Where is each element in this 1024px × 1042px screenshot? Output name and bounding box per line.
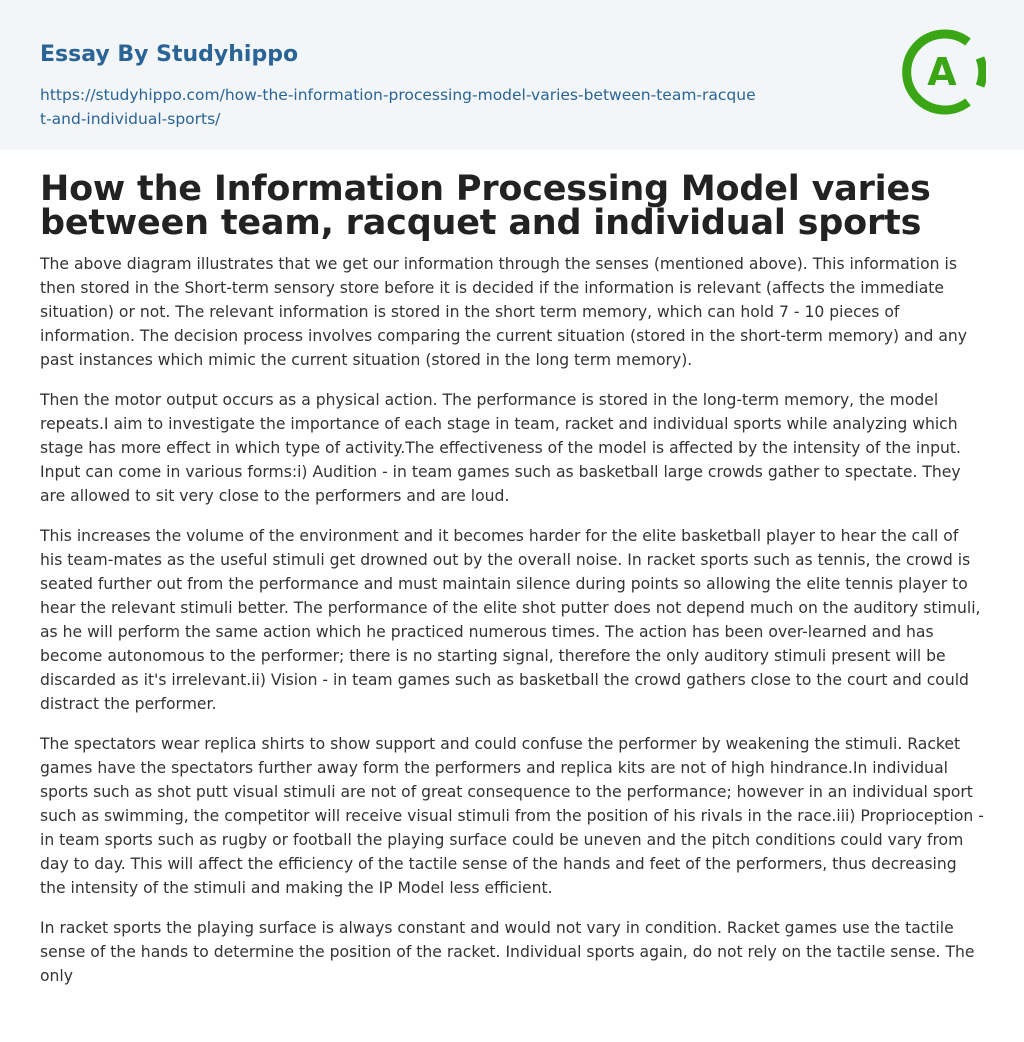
article-paragraph: In racket sports the playing surface is always constant and would not vary in condition. Racket games use the tactile sense of the hands to determine the position of the racket. Individual sports again, do not rely on the tactile sense. The only [40,919,975,985]
source-url-link[interactable]: https://studyhippo.com/how-the-information-processing-model-varies-between-team-racquet-and-individual-sports/ [40,86,756,128]
article-paragraph: Then the motor output occurs as a physical action. The performance is stored in the long-term memory, the model repeats.I aim to investigate the importance of each stage in team, racket and individual sports while analyzing which stage has more effect in which type of activity.The effectiveness of the model is affected by the intensity of the input. Input can come in various forms:i) Audition - in team games such as basketball large crowds gather to spectate. They are allowed to sit very close to the performers and are loud. [40,391,961,505]
article-paragraph: The spectators wear replica shirts to show support and could confuse the performer by weakening the stimuli. Racket games have the spectators further away form the performers and replica kits are not of high hindrance.In individual sports such as shot putt visual stimuli are not of great consequence to the performance; however in an individual sport such as swimming, the competitor will receive visual stimuli from the position of his rivals in the race.iii) Proprioception - in team sports such as rugby or football the playing surface could be uneven and the pitch conditions could vary from day to day. This will affect the efficiency of the tactile sense of the hands and feet of the performers, thus decreasing the intensity of the stimuli and making the IP Model less efficient. [40,735,984,897]
logo-letter: A [927,50,957,94]
studyhippo-logo-icon [898,28,986,116]
article-paragraph: This increases the volume of the environment and it becomes harder for the elite basketball player to hear the call of his team-mates as the useful stimuli get drowned out by the overall noise. In racket sports such as tennis, the crowd is seated further out from the performance and must maintain silence during points so allowing the elite tennis player to hear the relevant stimuli better. The performance of the elite shot putter does not depend much on the auditory stimuli, as he will perform the same action which he practiced numerous times. The action has been over-learned and has become autonomous to the performer; there is no starting signal, therefore the only auditory stimuli present will be discarded as it's irrelevant.ii) Vision - in team games such as basketball the crowd gathers close to the court and could distract the performer. [40,527,981,713]
page-header [0,0,1024,150]
brand-title: Essay By Studyhippo [40,42,299,67]
article-paragraph: The above diagram illustrates that we get our information through the senses (mentioned above). This information is then stored in the Short-term sensory store before it is decided if the information is relevant (affects the immediate situation) or not. The relevant information is stored in the short term memory, which can hold 7 - 10 pieces of information. The decision process involves comparing the current situation (stored in the short-term memory) and any past instances which mimic the current situation (stored in the long term memory). [40,255,967,369]
article-title: How the Information Processing Model varies between team, racquet and individual sports [40,169,931,243]
article [0,150,1024,988]
